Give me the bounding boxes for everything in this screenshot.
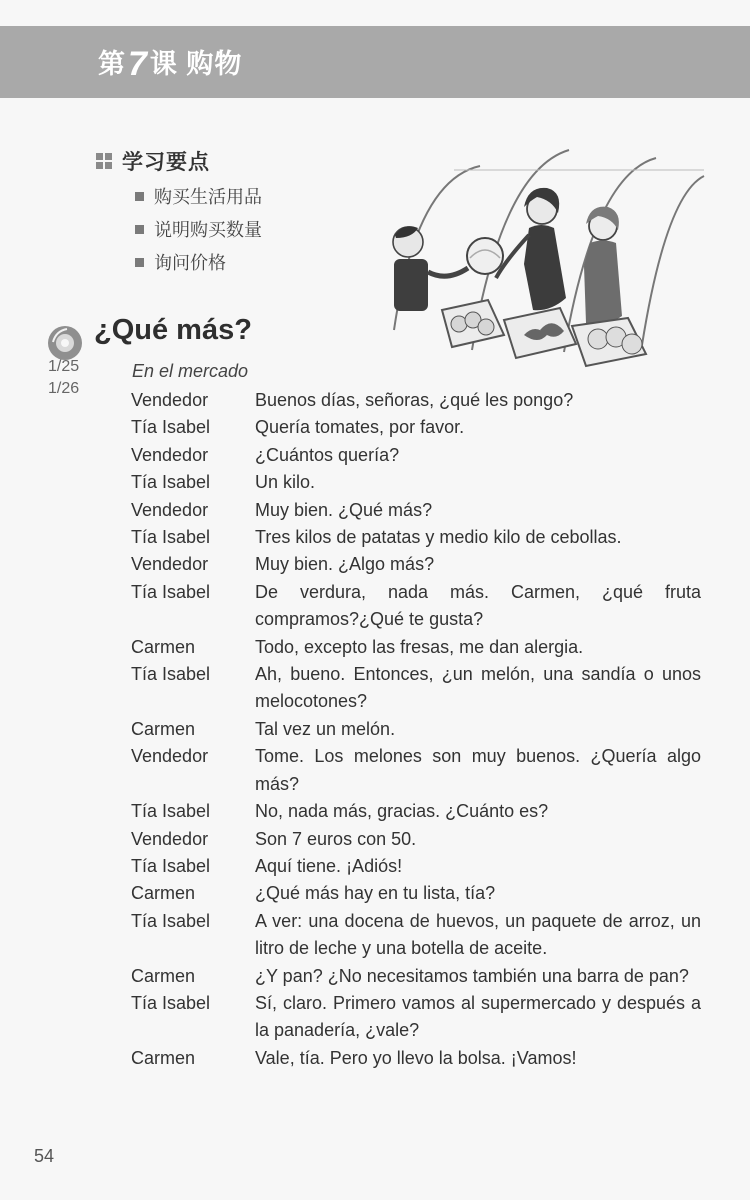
speaker-name: Carmen bbox=[131, 636, 196, 657]
speaker-name: Tía Isabel bbox=[131, 664, 211, 685]
dialogue-line bbox=[131, 1045, 701, 1072]
lesson-title-prefix: 第 bbox=[98, 49, 126, 79]
dialogue-line bbox=[131, 634, 701, 661]
learning-point-item bbox=[135, 183, 262, 209]
grid-bullet-icon bbox=[96, 153, 112, 169]
audio-track-label: 1/25 bbox=[48, 358, 80, 375]
speaker-name: Vendedor bbox=[131, 828, 209, 849]
speaker-name: Carmen bbox=[131, 1047, 196, 1068]
speaker-text: Vale, tía. Pero yo llevo la bolsa. ¡Vamos! bbox=[255, 1047, 577, 1068]
dialogue-line bbox=[131, 469, 701, 496]
square-bullet-icon bbox=[135, 225, 144, 234]
speaker-name: Tía Isabel bbox=[131, 910, 211, 931]
speaker-text: Ah, bueno. Entonces, ¿un melón, una sandía o unos melocotones? bbox=[255, 664, 701, 712]
learning-points-header bbox=[96, 146, 210, 176]
learning-point-text: 询问价格 bbox=[154, 253, 226, 273]
speaker-text: De verdura, nada más. Carmen, ¿qué fruta compramos?¿Qué te gusta? bbox=[255, 581, 701, 630]
learning-points-title: 学习要点 bbox=[122, 151, 210, 174]
page-number: 54 bbox=[34, 1146, 55, 1166]
square-bullet-icon bbox=[135, 258, 144, 267]
speaker-name: Carmen bbox=[131, 718, 196, 739]
speaker-name: Tía Isabel bbox=[131, 801, 211, 822]
dialogue-line bbox=[131, 743, 701, 798]
lesson-title bbox=[98, 42, 242, 84]
dialogue-line bbox=[131, 990, 701, 1045]
speaker-name: Tía Isabel bbox=[131, 417, 211, 438]
speaker-name: Vendedor bbox=[131, 746, 209, 767]
lesson-number: 7 bbox=[128, 45, 148, 83]
speaker-text: Quería tomates, por favor. bbox=[255, 417, 465, 438]
speaker-text: Tal vez un melón. bbox=[255, 718, 396, 739]
speaker-text: Un kilo. bbox=[255, 472, 316, 493]
speaker-name: Vendedor bbox=[131, 499, 209, 520]
learning-point-text: 说明购买数量 bbox=[154, 220, 262, 240]
speaker-name: Tía Isabel bbox=[131, 855, 211, 876]
dialogue-line bbox=[131, 798, 701, 825]
market-illustration bbox=[384, 140, 710, 380]
dialogue-line bbox=[131, 661, 701, 716]
speaker-text: Muy bien. ¿Algo más? bbox=[255, 554, 435, 575]
speaker-text: Buenos días, señoras, ¿qué les pongo? bbox=[255, 390, 574, 410]
speaker-name: Tía Isabel bbox=[131, 581, 211, 602]
speaker-text: Sí, claro. Primero vamos al supermercado y después a la panadería, ¿vale? bbox=[255, 992, 701, 1041]
learning-point-item bbox=[135, 249, 226, 275]
dialogue-line bbox=[131, 414, 701, 441]
dialogue-line bbox=[131, 826, 701, 853]
dialogue-subtitle: En el mercado bbox=[132, 361, 249, 381]
dialogue-line bbox=[131, 963, 701, 990]
speaker-name: Carmen bbox=[131, 965, 196, 986]
speaker-name: Carmen bbox=[131, 883, 196, 904]
dialogue-line bbox=[131, 442, 701, 469]
speaker-text: ¿Qué más hay en tu lista, tía? bbox=[255, 883, 496, 904]
learning-point-item bbox=[135, 216, 262, 242]
dialogue-line bbox=[131, 387, 701, 414]
speaker-name: Tía Isabel bbox=[131, 472, 211, 493]
speaker-text: ¿Y pan? ¿No necesitamos también una barra de pan? bbox=[255, 965, 689, 986]
dialogue-title: ¿Qué más? bbox=[94, 314, 252, 346]
speaker-name: Tía Isabel bbox=[131, 527, 211, 548]
speaker-name: Vendedor bbox=[131, 444, 209, 465]
square-bullet-icon bbox=[135, 192, 144, 201]
dialogue-line bbox=[131, 853, 701, 880]
speaker-text: Tres kilos de patatas y medio kilo de cebollas. bbox=[255, 527, 622, 548]
dialogue-line bbox=[131, 579, 701, 634]
dialogue bbox=[131, 387, 701, 1072]
speaker-text: ¿Cuántos quería? bbox=[255, 444, 400, 465]
learning-point-text: 购买生活用品 bbox=[154, 187, 262, 207]
speaker-name: Vendedor bbox=[131, 390, 209, 410]
speaker-text: No, nada más, gracias. ¿Cuánto es? bbox=[255, 801, 549, 822]
speaker-name: Vendedor bbox=[131, 554, 209, 575]
dialogue-line bbox=[131, 880, 701, 907]
speaker-text: A ver: una docena de huevos, un paquete de arroz, un litro de leche y una botella de aceite. bbox=[255, 910, 701, 959]
audio-cd-icon bbox=[46, 324, 84, 362]
speaker-text: Muy bien. ¿Qué más? bbox=[255, 499, 433, 520]
dialogue-line bbox=[131, 716, 701, 743]
dialogue-line bbox=[131, 524, 701, 551]
speaker-name: Tía Isabel bbox=[131, 992, 211, 1013]
speaker-text: Todo, excepto las fresas, me dan alergia. bbox=[255, 636, 584, 657]
speaker-text: Aquí tiene. ¡Adiós! bbox=[255, 855, 403, 876]
dialogue-line bbox=[131, 551, 701, 578]
dialogue-line bbox=[131, 908, 701, 963]
lesson-title-suffix: 课 购物 bbox=[149, 49, 243, 79]
speaker-text: Son 7 euros con 50. bbox=[255, 828, 417, 849]
dialogue-line bbox=[131, 497, 701, 524]
audio-track-label: 1/26 bbox=[48, 380, 80, 397]
speaker-text: Tome. Los melones son muy buenos. ¿Quería algo más? bbox=[255, 746, 701, 794]
